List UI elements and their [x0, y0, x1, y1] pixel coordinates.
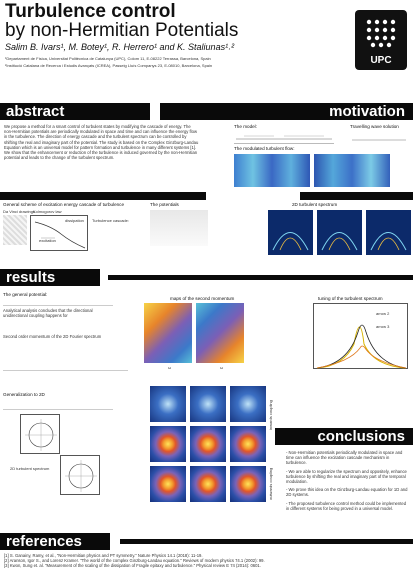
- generalization-equation: [3, 399, 113, 410]
- modulated-flow-map-2: [314, 154, 390, 187]
- affiliation-1: ¹Departament de Física, Universitat Politècnica de Catalunya (UPC), Colom 11, E-08222 Terrassa, Barcelona, Spain: [5, 56, 211, 61]
- references-list: [4, 553, 409, 569]
- kolmogorov-label: Kolmogorov law: [33, 209, 62, 214]
- outwards-coupling-label: outwards coupling: [268, 467, 273, 500]
- divider-bar-left: [0, 192, 206, 200]
- circle-diagram: [20, 414, 60, 454]
- results-bar-extension: [108, 275, 413, 280]
- tuning-curves: [314, 304, 409, 370]
- reference-item: [2] Aranson, Igor S., and Lorenz Kramer. "The world of the complex Ginzburg-Landau equation." Reviews of modern physics 74.1 (2002): 99.: [4, 558, 265, 564]
- spectrum-grid-r3c1: [150, 466, 186, 502]
- arrow2-label: arrow 2: [376, 311, 390, 316]
- equation-glyph: [350, 134, 408, 144]
- conclusion-item: - We are able to regularize the spectrum and oppositely, enhance turbulence by shifting the real and imaginary part of the temporal modulation.: [286, 468, 407, 485]
- spectrum-map-3: [366, 210, 411, 255]
- abstract-text: We propose a method for a smart control of turbulent states by modifying the cascade of energy. The non-Hermitian potentials are periodically modulated in space and time and can influence the energy flow in the turbulence. The direction of energy cascade and the turbulent spectrum can be controlled by shifting the real and imaginary part of the potential. The study is based on the Complex Ginzburg-Landau Equation which is an universal model for pattern formation and turbulence in many different systems [1]. We show that the enhancement or reduction of the turbulence is induced governed by the non-Hermitian potential and leads to the change of the turbulent spectrum.: [4, 124, 199, 161]
- map2-xlabel: ω: [220, 365, 224, 370]
- excitation-label: excitation: [39, 238, 56, 243]
- inwards-coupling-label: inwards coupling: [268, 400, 273, 430]
- conclusion-item: - Non-Hermitian potentials periodically modulated in space and time can influence the excitation cascade mechanism in turbulence.: [286, 450, 403, 466]
- equation-glyph: [234, 132, 334, 144]
- circle-diagram-2: [60, 455, 100, 495]
- generalization-heading: Generalization to 2D: [3, 392, 45, 397]
- section-motivation: motivation: [160, 103, 413, 120]
- analytical-text: Analytical analysis concludes that the directional unidirectional coupling happens for: [3, 308, 93, 319]
- second-order-equation: [3, 348, 128, 371]
- reference-item: [1] S. Ganainy, Ramy, et al., "Non-Hermitian physics and PT symmetry." Nature Physics 14.1 (2018): 11-19.: [4, 553, 203, 558]
- logo-dots-icon: [365, 18, 397, 48]
- turbulence-cascade-label: Turbulence cascade:: [92, 218, 129, 223]
- conclusions-list: [286, 450, 410, 511]
- second-order-text: Second order momentum of the 2D Fourier spectrum: [3, 334, 102, 339]
- spectrum-grid-r1c3: [230, 386, 266, 422]
- spectrum-grid-r2c3: [230, 426, 266, 462]
- spectrum-grid-r3c3: [230, 466, 266, 502]
- conclusion-item: - The proposed turbulence control method could be implemented in different systems for being proved in a universal model.: [286, 500, 407, 511]
- da-vinci-label: Da Vinci drawings: [3, 209, 35, 214]
- momentum-map-2: [196, 303, 244, 363]
- da-vinci-drawing: [3, 215, 27, 245]
- poster-title-line2: by non-Hermitian Potentials: [5, 20, 239, 41]
- model-heading: The model:: [234, 124, 257, 129]
- poster-title-line1: Turbulence control: [5, 1, 176, 22]
- spectrum-arc: [268, 210, 313, 255]
- circle-diagram-icon: [21, 415, 61, 455]
- spectrum-arc: [366, 210, 411, 255]
- cascade-heading: General scheme of excitation energy cascade of turbulence: [3, 202, 125, 207]
- kolmogorov-plot: [30, 215, 88, 251]
- spectrum-grid-r1c1: [150, 386, 186, 422]
- spectrum-grid-r2c1: [150, 426, 186, 462]
- tuning-heading: tuning of the turbulent spectrum: [318, 296, 383, 301]
- circle-diagram-icon: [61, 456, 101, 496]
- tuning-plot: [313, 303, 408, 369]
- traveling-wave-heading: Travelling wave solution: [350, 124, 399, 129]
- divider-bar-right: [300, 192, 413, 200]
- general-potential-equation: [3, 299, 113, 306]
- maps-heading: maps of the second momentum: [170, 296, 235, 301]
- traveling-equation: [350, 131, 408, 141]
- logo-text: UPC: [370, 55, 392, 66]
- affiliation-2: ²Institució Catalana de Recerca i Estudis Avançats (ICREA), Passeig Lluís Companys 23, E-08010, Barcelona, Spain: [5, 63, 213, 68]
- general-potential-heading: The general potential:: [3, 292, 48, 297]
- modulated-flow-heading: The modulated turbulent flow:: [234, 146, 295, 151]
- potentials-heading: The potentials: [150, 202, 179, 207]
- section-references: references: [0, 533, 110, 550]
- authors: Salim B. Ivars¹, M. Botey¹, R. Herrero¹ and K. Staliunas¹˒²: [5, 42, 235, 52]
- section-results: results: [0, 269, 100, 286]
- spectrum-map-1: [268, 210, 313, 255]
- spectrum-arc: [317, 210, 362, 255]
- turb-2d-label: 2D turbulent spectrum: [10, 466, 50, 471]
- arrow3-label: arrow 3: [376, 324, 390, 329]
- section-conclusions: conclusions: [275, 428, 413, 445]
- section-abstract: abstract: [0, 103, 150, 120]
- map1-xlabel: ω: [168, 365, 172, 370]
- spectrum-grid-r1c2: [190, 386, 226, 422]
- motivation-panel: [208, 124, 410, 188]
- reference-item: [3] Kwon, Sung et. al. "Measurement of the scaling of the dissipation of Fragile epitaxy and turbulence." Physical review E 74 (2014): 0601.: [4, 563, 261, 569]
- spectrum-2d-heading: 2D turbulent spectrum: [292, 202, 338, 207]
- model-equation: [234, 131, 334, 144]
- potentials-figure: [150, 210, 208, 246]
- spectrum-grid-r3c2: [190, 466, 226, 502]
- dissipation-label: dissipation: [65, 218, 84, 223]
- conclusion-item: - We prove this idea on the Ginzburg-Landau equation for 1D and 2D systems.: [286, 487, 408, 498]
- references-bar-extension: [120, 539, 413, 544]
- spectrum-grid-r2c2: [190, 426, 226, 462]
- momentum-map-1: [144, 303, 192, 363]
- upc-logo: [355, 10, 407, 70]
- modulated-flow-map-1: [234, 154, 310, 187]
- spectrum-map-2: [317, 210, 362, 255]
